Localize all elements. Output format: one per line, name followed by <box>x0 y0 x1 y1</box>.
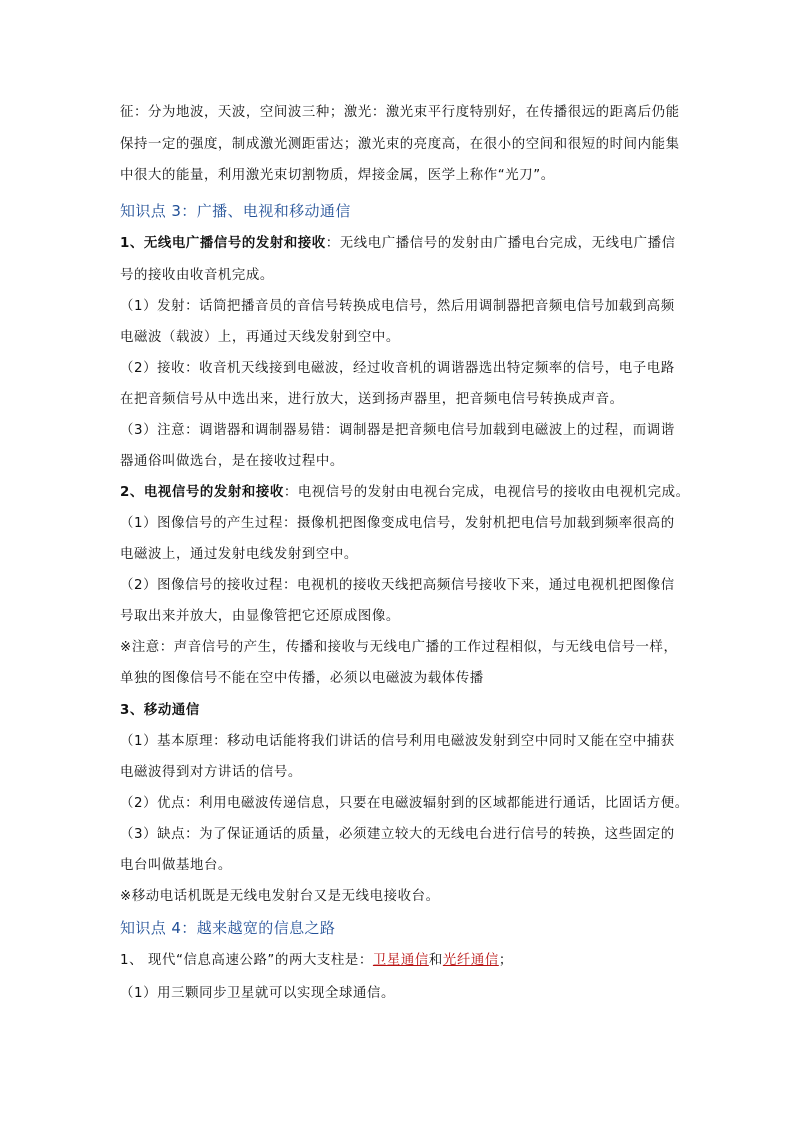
subsection-text: 1、 现代“信息高速公路”的两大支柱是： <box>120 953 373 968</box>
paragraph-line: 中很大的能量，利用激光束切割物质，焊接金属，医学上称作“光刀”。 <box>120 168 555 183</box>
list-item-line: （3）缺点：为了保证通话的质量，必须建立较大的无线电台进行信号的转换，这些固定的 <box>120 827 675 842</box>
paragraph-line: 征：分为地波，天波，空间波三种；激光：激光束平行度特别好，在传播很远的距离后仍能 <box>120 105 680 120</box>
list-item-line: 器通俗叫做选台，是在接收过程中。 <box>120 454 344 469</box>
subsection-title: 1、无线电广播信号的发射和接收 <box>120 236 326 251</box>
list-item-line: 电磁波得到对方讲话的信号。 <box>120 765 302 780</box>
paragraph-line: 号的接收由收音机完成。 <box>120 268 274 283</box>
highlight-term: 卫星通信 <box>372 953 429 968</box>
list-item-line: （1）发射：话筒把播音员的音信号转换成电信号，然后用调制器把音频电信号加载到高频 <box>120 299 675 314</box>
paragraph-line: 保持一定的强度，制成激光测距雷达；激光束的亮度高，在很小的空间和很短的时间内能集 <box>120 137 680 152</box>
list-item-line: 号取出来并放大，由显像管把它还原成图像。 <box>120 609 400 624</box>
list-item-line: 电磁波（载波）上，再通过天线发射到空中。 <box>120 330 400 345</box>
list-item-line: （1）图像信号的产生过程：摄像机把图像变成电信号，发射机把电信号加载到频率很高的 <box>120 516 675 531</box>
list-item-line: 在把音频信号从中选出来，进行放大，送到扬声器里，把音频电信号转换成声音。 <box>120 392 624 407</box>
subsection-text: 和 <box>428 953 443 968</box>
subsection-text: ：电视信号的发射由电视台完成，电视信号的接收由电视机完成。 <box>283 485 690 500</box>
list-item-line: （2）接收：收音机天线接到电磁波，经过收音机的调谐器选出特定频率的信号，电子电路 <box>120 361 675 376</box>
subsection-line <box>120 952 690 970</box>
list-item-line: 电台叫做基地台。 <box>120 858 232 873</box>
list-item-line: （1）用三颗同步卫星就可以实现全球通信。 <box>120 986 395 1001</box>
section-heading-4: 知识点 4：越来越宽的信息之路 <box>120 919 336 937</box>
subsection-title: 3、移动通信 <box>120 703 200 718</box>
note-line: 单独的图像信号不能在空中传播，必须以电磁波为载体传播 <box>120 671 484 686</box>
list-item-line: （3）注意：调谐器和调制器易错：调制器是把音频电信号加载到电磁波上的过程，而调谐 <box>120 423 675 438</box>
note-line: ※移动电话机既是无线电发射台又是无线电接收台。 <box>120 889 440 904</box>
note-line: ※注意：声音信号的产生，传播和接收与无线电广播的工作过程相似，与无线电信号一样， <box>120 640 678 655</box>
list-item-line: （2）图像信号的接收过程：电视机的接收天线把高频信号接收下来，通过电视机把图像信 <box>120 578 675 593</box>
list-item-line: 电磁波上，通过发射电线发射到空中。 <box>120 547 358 562</box>
list-item-line: （2）优点：利用电磁波传递信息，只要在电磁波辐射到的区域都能进行通话，比固话方便。 <box>120 796 689 811</box>
subsection-line <box>120 484 690 502</box>
list-item-line: （1）基本原理：移动电话能将我们讲话的信号利用电磁波发射到空中同时又能在空中捕获 <box>120 734 675 749</box>
subsection-line <box>120 235 690 253</box>
subsection-text: ：无线电广播信号的发射由广播电台完成，无线电广播信 <box>325 236 676 251</box>
subsection-text: ； <box>498 953 513 968</box>
highlight-term: 光纤通信 <box>442 953 499 968</box>
subsection-title: 2、电视信号的发射和接收 <box>120 485 284 500</box>
section-heading-3: 知识点 3：广播、电视和移动通信 <box>120 202 351 220</box>
